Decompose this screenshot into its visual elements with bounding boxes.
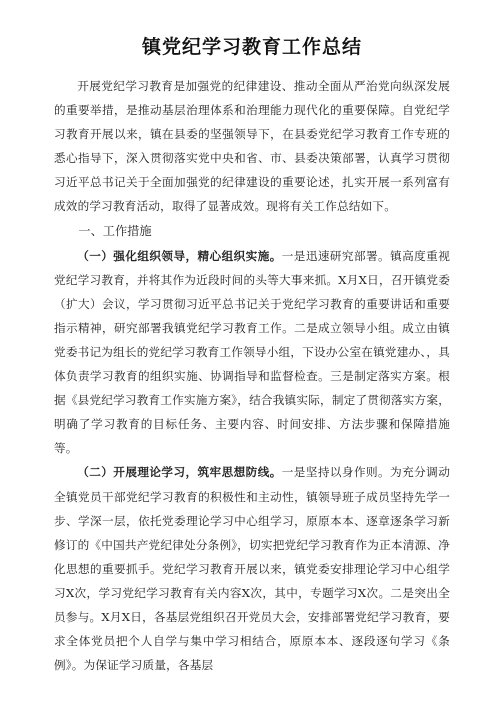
subsection-2-heading: （二）开展理论学习，筑牢思想防线。 [77,465,282,480]
subsection-1-heading: （一）强化组织领导，精心组织实施。 [77,248,282,263]
intro-paragraph: 开展党纪学习教育是加强党的纪律建设、推动全面从严治党向纵深发展的重要举措，是推动基层治理体系和治理能力现代化的重要保障。自党纪学习教育开展以来，镇在县委的坚强领导下，在县委党纪学习教育工作专班的悉心指导下，深入贯彻落实党中央和省、市、县委决策部署，认真学习贯彻习近平总书记关于全面加强党的纪律建设的重要论述，扎实开展一系列富有成效的学习教育活动，取得了显著成效。现将有关工作总结如下。 [54,79,450,214]
subsection-1-paragraph [54,244,450,461]
subsection-2-body: 一是坚持以身作则。为充分调动全镇党员干部党纪学习教育的积极性和主动性，镇领导班子成员坚持先学一步、学深一层，依托党委理论学习中心组学习，原原本本、逐章逐条学习新修订的《中国共产党纪律处分条例》，切实把党纪学习教育作为正本清源、净化思想的重要抓手。党纪学习教育开展以来，镇党委安排理论学习中心组学习X次，学习党纪学习教育有关内容X次，其中，专题学习X次。二是突出全员参与。X月X日，各基层党组织召开党员大会，安排部署党纪学习教育，要求全体党员把个人自学与集中学习相结合，原原本本、逐段逐句学习《条例》。为保证学习质量，各基层 [54,465,450,673]
section-heading-work-measures: 一、工作措施 [78,223,152,238]
subsection-2-paragraph [54,460,450,677]
document-title: 镇党纪学习教育工作总结 [141,36,362,58]
subsection-1-body: 一是迅速研究部署。镇高度重视党纪学习教育，并将其作为近段时间的头等大事来抓。X月X日，召开镇党委（扩大）会议，学习贯彻习近平总书记关于党纪学习教育的重要讲话和重要指示精神，研究部署我镇党纪学习教育工作。二是成立领导小组。成立由镇党委书记为组长的党纪学习教育工作领导小组，下设办公室在镇党建办、，具体负责学习教育的组织实施、协调指导和监督检查。三是制定落实方案。根据《县党纪学习教育工作实施方案》，结合我镇实际，制定了贯彻落实方案，明确了学习教育的目标任务、主要内容、时间安排、方法步骤和保障措施等。 [54,248,450,456]
